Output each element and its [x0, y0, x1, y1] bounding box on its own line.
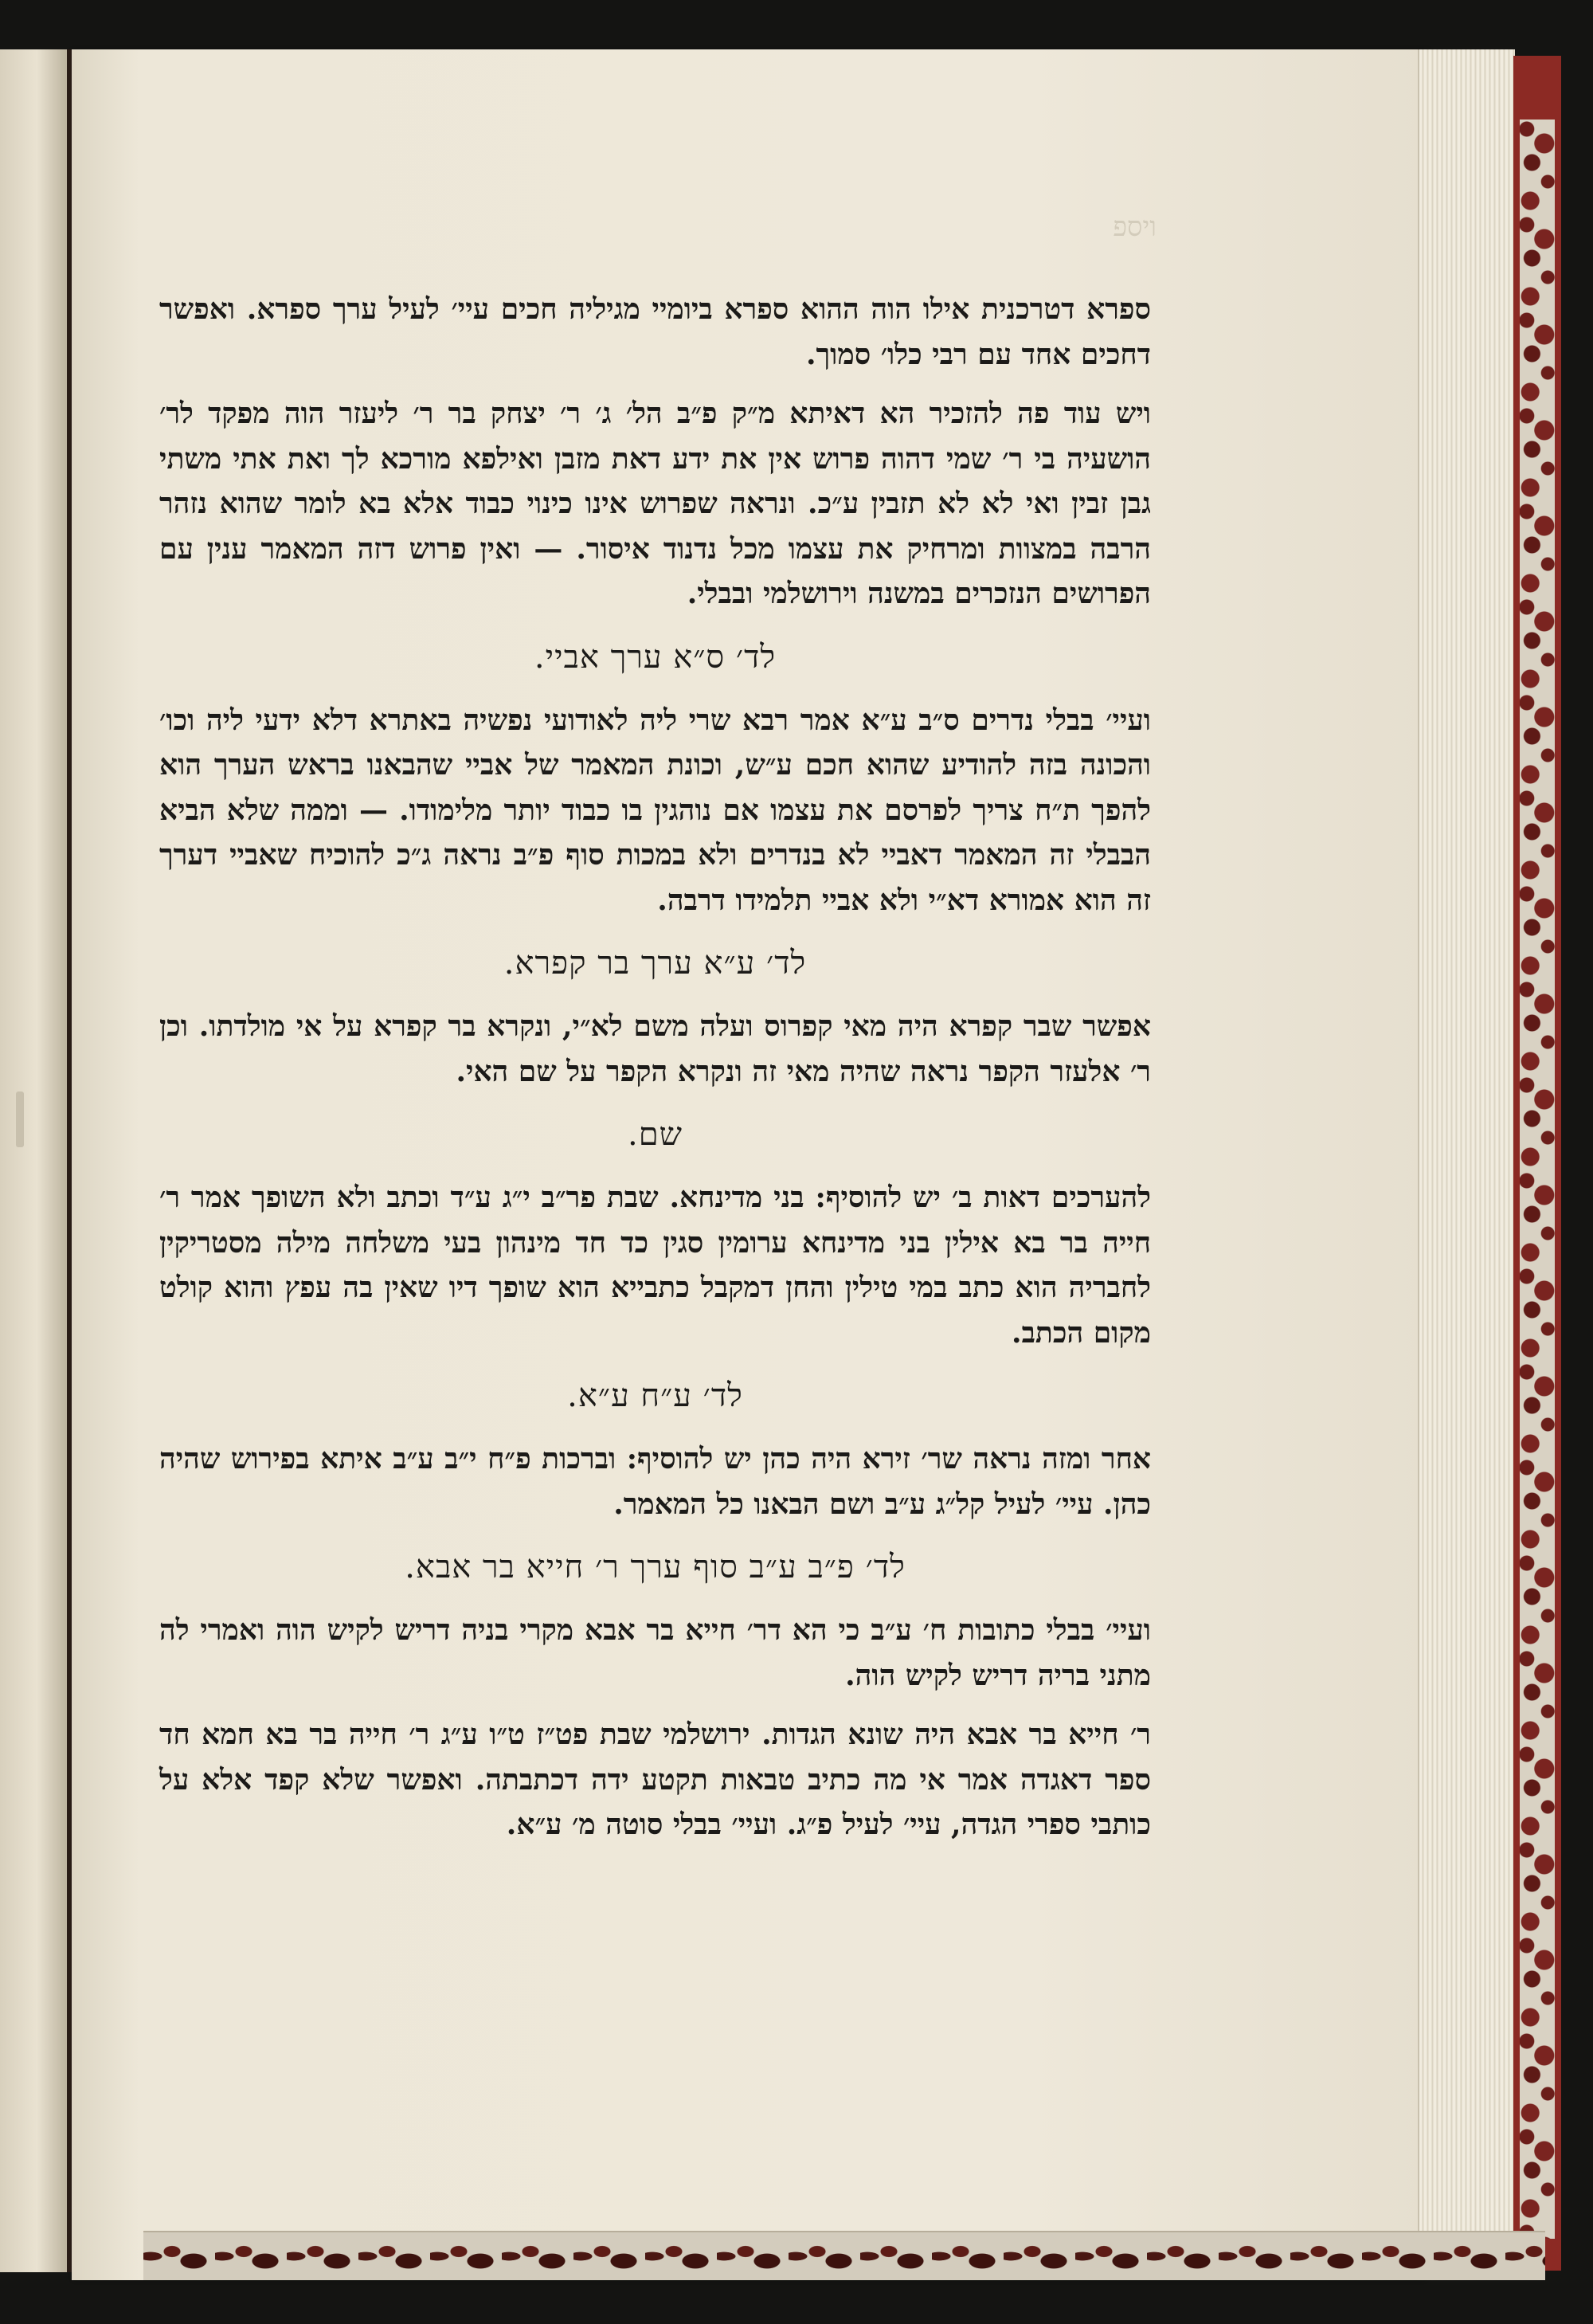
paragraph: להערכים דאות ב׳ יש להוסיף: בני מדינחא. שבת פר״ב י״ג ע״ד וכתב ולא השופך אמר ר׳ חייה בר בא אילין בני מדינחא ערומין סגין כד חד מינהון בעי משלחה מילה מסטריקין לחבריה הוא כתב במי טילין והחן דמקבל כתבייא הוא שופך דיו שאין בה עפץ והוא קולט מקום הכתב. [159, 1181, 1151, 1350]
paragraph: ספרא דטרכנית אילו הוה ההוא ספרא ביומיי מגיליה חכים עיי׳ לעיל ערך ספרא. ואפשר דחכים אחד עם רבי כלו׳ סמוך. [159, 292, 1151, 371]
paragraph: אפשר שבר קפרא היה מאי קפרוס ועלה משם לא״י, ונקרא בר קפרא על אי מולדתו. וכן ר׳ אלעזר הקפר נראה שהיה מאי זה ונקרא הקפר על שם האי. [159, 1009, 1151, 1088]
marbled-edge-right [1520, 120, 1555, 2239]
section-heading: לד׳ פ״ב ע״ב סוף ערך ר׳ חייא בר אבא. [405, 1549, 906, 1585]
section-heading: שם. [628, 1116, 683, 1153]
section-heading: לד׳ ע״א ערך בר קפרא. [503, 945, 807, 982]
paragraph: ועיי׳ בבלי כתובות ח׳ ע״ב כי הא דר׳ חייא בר אבא מקרי בניה דריש לקיש הוה ואמרי לה מתני בריה דריש לקיש הוה. [159, 1613, 1151, 1692]
marbled-edge-bottom [143, 2231, 1545, 2280]
paragraph: ויש עוד פה להזכיר הא דאיתא מ״ק פ״ב הל׳ ג׳ ר׳ יצחק בר ר׳ ליעזר הוה מפקד לר׳ הושעיה בי ר׳ שמי דהוה פרוש אין את ידע דאת מזבן ואילפא מורכא לך ואת אתי משתי גבן זבין ואי לא לא תזבין ע״כ. ונראה שפרוש אינו כינוי כבוד אלא בא לומר שהוא נזהר הרבה במצוות ומרחיק את עצמו מכל נדנוד איסור. — ואין פרוש דזה המאמר ענין עם הפרושים הנזכרים במשנה וירושלמי ובבלי. [159, 397, 1152, 610]
paragraph: ר׳ חייא בר אבא היה שונא הגדות. ירושלמי שבת פט״ז ט״ו ע״ג ר׳ חייה בר בא חמא חד ספר דאגדה אמר אי מה כתיב טבאות תקטע ידה דכתבתה. ואפשר שלא קפד אלא על כותבי ספרי הגדה, עיי׳ לעיל פ״ג. ועיי׳ בבלי סוטה מ׳ ע״א. [159, 1718, 1151, 1841]
left-page-edge [0, 49, 69, 2272]
section-heading: לד׳ ס״א ערך אביי. [534, 638, 777, 676]
running-head: ויספ [1113, 211, 1157, 243]
page-text [159, 287, 1151, 1848]
page-edges [1418, 49, 1515, 2268]
page-mark [16, 1091, 24, 1147]
paragraph: אחר ומזה נראה שר׳ זירא היה כהן יש להוסיף: וברכות פ״ח י״ב ע״ב איתא בפירוש שהיה כהן. עיי׳ לעיל קל״ג ע״ב ושם הבאנו כל המאמר. [159, 1442, 1151, 1521]
section-heading: לד׳ ע״ח ע״א. [567, 1378, 743, 1414]
paragraph: ועיי׳ בבלי נדרים ס״ב ע״א אמר רבא שרי ליה לאודועי נפשיה באתרא דלא ידעי ליה וכו׳ והכונה בזה להודיע שהוא חכם ע״ש, וכונת המאמר של אביי שהבאנו בראש הערך הוא להפך ת״ח צריך לפרסם את עצמו אם נוהגין בו כבוד יותר מלימודו. — וממה שלא הביא הבבלי זה המאמר דאביי לא בנדרים ולא במכות סוף פ״ב נראה ג״כ להוכיח שאביי דערך זה הוא אמורא דא״י ולא אביי תלמידו דרבה. [159, 703, 1151, 917]
